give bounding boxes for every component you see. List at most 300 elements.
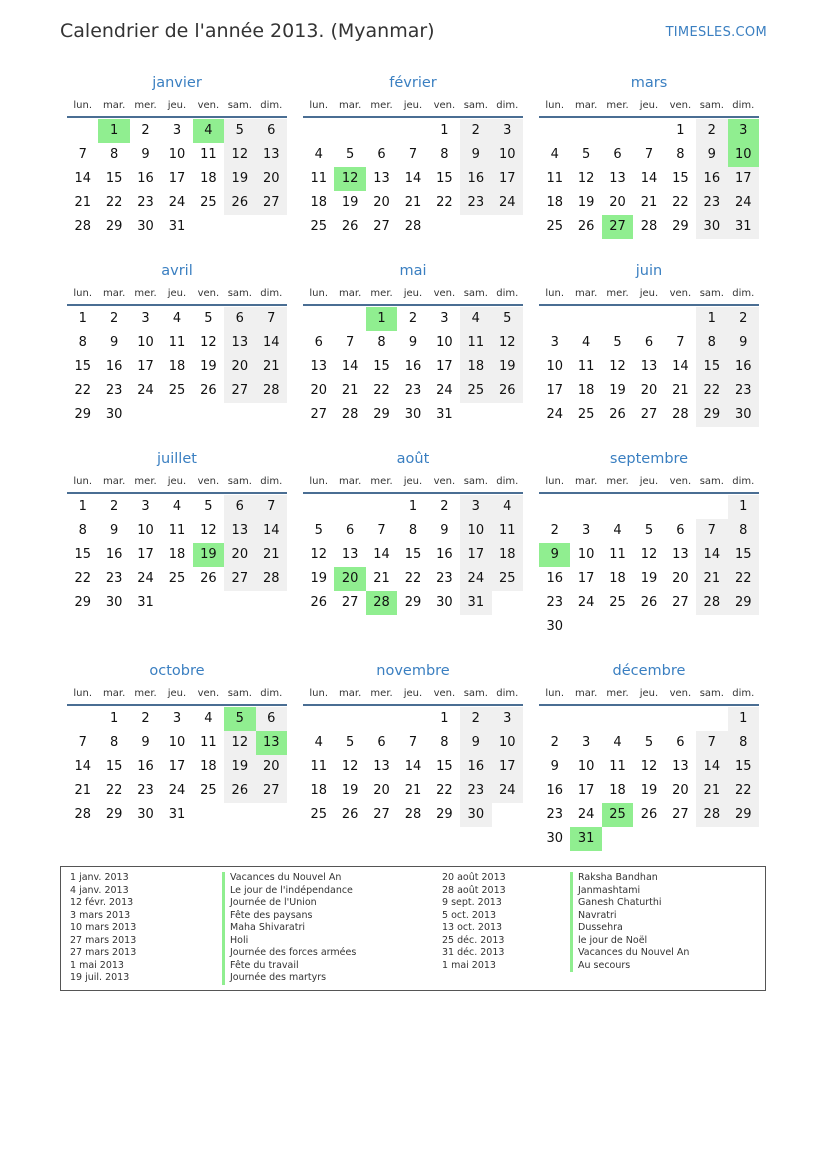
empty-cell [334, 707, 365, 731]
weekday-header [539, 470, 759, 494]
weekday-label: lun. [545, 475, 565, 487]
legend-entry: Journée de l'Union [222, 897, 356, 910]
empty-cell [334, 307, 365, 331]
weekday-label: ven. [197, 475, 220, 487]
day-cell: 9 [141, 147, 150, 162]
day-cell: 22 [105, 195, 123, 210]
day-cell: 12 [200, 523, 217, 538]
holiday-day: 19 [193, 543, 224, 567]
day-cell: 21 [373, 571, 390, 586]
day-cell: 3 [492, 119, 523, 143]
weekday-label: ven. [197, 687, 220, 699]
day-cell: 20 [224, 355, 255, 379]
weekday-label: mar. [575, 475, 598, 487]
legend-entry: Vacances du Nouvel An [222, 872, 356, 885]
day-cell: 8 [440, 735, 449, 750]
day-cell: 31 [137, 595, 154, 610]
holiday-day: 1 [366, 307, 397, 331]
empty-cell [303, 707, 334, 731]
weekday-label: jeu. [167, 99, 187, 111]
day-cell: 12 [224, 731, 255, 755]
day-cell: 15 [728, 543, 759, 567]
weekday-label: mer. [606, 287, 629, 299]
day-cell: 16 [404, 359, 422, 374]
day-cell: 17 [168, 759, 186, 774]
day-cell: 27 [341, 595, 359, 610]
day-cell: 7 [256, 307, 287, 331]
weekday-label: mar. [339, 99, 362, 111]
day-cell: 8 [109, 735, 119, 750]
day-cell: 14 [672, 359, 689, 374]
day-cell: 8 [728, 519, 759, 543]
weekday-label: lun. [309, 475, 329, 487]
day-cell: 3 [141, 499, 150, 514]
weekday-label: ven. [197, 99, 220, 111]
day-cell: 4 [314, 735, 323, 750]
day-cell: 15 [105, 171, 123, 186]
empty-cell [570, 707, 601, 731]
day-cell: 30 [137, 807, 154, 822]
day-cell: 3 [581, 735, 591, 750]
empty-cell [633, 307, 664, 331]
weekday-label: dim. [732, 687, 755, 699]
day-cell: 29 [696, 403, 727, 427]
day-cell: 18 [492, 543, 523, 567]
day-cell: 13 [640, 359, 658, 374]
weekday-label: mer. [370, 287, 393, 299]
day-cell: 2 [408, 311, 418, 326]
day-cell: 19 [609, 383, 626, 398]
day-cell: 6 [224, 307, 255, 331]
weekday-label: sam. [227, 287, 252, 299]
day-cell: 24 [168, 783, 186, 798]
day-cell: 28 [74, 807, 91, 822]
day-cell: 19 [640, 783, 658, 798]
day-cell: 11 [492, 519, 523, 543]
day-cell: 20 [373, 783, 390, 798]
day-cell: 22 [105, 783, 123, 798]
legend-entry: 9 sept. 2013 [442, 897, 502, 908]
day-cell: 25 [200, 783, 217, 798]
day-cell: 17 [168, 171, 186, 186]
day-cell: 4 [204, 711, 213, 726]
day-cell: 17 [546, 383, 563, 398]
day-cell: 8 [377, 335, 386, 350]
weekday-label: mer. [370, 687, 393, 699]
day-grid [67, 118, 287, 239]
day-grid [303, 494, 523, 615]
day-cell: 29 [728, 591, 759, 615]
day-cell: 24 [728, 191, 759, 215]
month-10 [303, 660, 523, 827]
holiday-day: 20 [334, 567, 365, 591]
legend-entry: 31 déc. 2013 [442, 947, 505, 958]
day-cell: 19 [200, 359, 217, 374]
day-cell: 29 [105, 219, 123, 234]
weekday-label: jeu. [639, 475, 659, 487]
empty-cell [334, 119, 365, 143]
day-cell: 31 [728, 215, 759, 239]
day-cell: 14 [404, 759, 422, 774]
day-cell: 24 [168, 195, 186, 210]
weekday-label: mer. [370, 99, 393, 111]
empty-cell [602, 119, 633, 143]
weekday-label: mar. [103, 475, 126, 487]
day-cell: 22 [728, 567, 759, 591]
day-cell: 15 [105, 759, 123, 774]
weekday-label: ven. [433, 287, 456, 299]
day-cell: 15 [74, 359, 91, 374]
weekday-label: dim. [496, 687, 519, 699]
day-cell: 26 [577, 219, 595, 234]
weekday-label: mar. [575, 287, 598, 299]
day-cell: 29 [672, 219, 689, 234]
day-cell: 14 [341, 359, 359, 374]
day-cell: 17 [492, 167, 523, 191]
holiday-day: 25 [602, 803, 633, 827]
weekday-label: lun. [73, 99, 93, 111]
day-cell: 13 [224, 331, 255, 355]
weekday-label: lun. [73, 475, 93, 487]
day-cell: 1 [728, 707, 759, 731]
weekday-label: sam. [463, 287, 488, 299]
day-cell: 20 [224, 543, 255, 567]
empty-cell [67, 707, 98, 731]
weekday-label: dim. [496, 99, 519, 111]
day-cell: 10 [168, 735, 186, 750]
day-cell: 7 [696, 519, 727, 543]
weekday-label: lun. [545, 687, 565, 699]
day-cell: 3 [550, 335, 559, 350]
weekday-label: sam. [227, 99, 252, 111]
day-cell: 5 [644, 523, 654, 538]
day-cell: 9 [460, 143, 491, 167]
day-cell: 28 [640, 219, 658, 234]
day-cell: 24 [492, 191, 523, 215]
weekday-label: mar. [575, 99, 598, 111]
month-11 [539, 660, 759, 851]
holiday-day: 10 [728, 143, 759, 167]
legend-entry: 1 mai 2013 [442, 959, 496, 971]
weekday-label: jeu. [403, 687, 423, 699]
day-cell: 9 [460, 731, 491, 755]
day-cell: 29 [105, 807, 123, 822]
day-cell: 3 [172, 123, 182, 138]
day-grid [67, 706, 287, 827]
day-cell: 13 [310, 359, 327, 374]
day-cell: 17 [577, 783, 595, 798]
day-cell: 28 [74, 219, 91, 234]
day-cell: 27 [672, 595, 689, 610]
day-cell: 14 [404, 171, 422, 186]
weekday-header [67, 282, 287, 306]
day-cell: 27 [256, 191, 287, 215]
weekday-label: mar. [575, 687, 598, 699]
day-cell: 25 [492, 567, 523, 591]
day-cell: 21 [640, 195, 658, 210]
day-cell: 11 [609, 759, 626, 774]
day-grid [539, 118, 759, 239]
legend-entry: 1 janv. 2013 [70, 872, 129, 883]
day-cell: 22 [373, 383, 390, 398]
month-4 [303, 260, 523, 427]
empty-cell [303, 495, 334, 519]
weekday-label: ven. [669, 687, 692, 699]
empty-cell [602, 707, 633, 731]
day-cell: 11 [310, 171, 327, 186]
day-grid [539, 306, 759, 427]
weekday-label: sam. [463, 687, 488, 699]
day-cell: 1 [440, 711, 449, 726]
day-cell: 7 [676, 335, 685, 350]
day-cell: 29 [404, 595, 422, 610]
day-cell: 10 [492, 731, 523, 755]
empty-cell [334, 495, 365, 519]
day-cell: 6 [345, 523, 355, 538]
day-cell: 7 [256, 495, 287, 519]
day-cell: 6 [644, 335, 654, 350]
weekday-label: mar. [339, 475, 362, 487]
day-cell: 28 [696, 803, 727, 827]
weekday-header [303, 470, 523, 494]
day-cell: 8 [728, 731, 759, 755]
day-cell: 7 [345, 335, 355, 350]
weekday-label: jeu. [167, 475, 187, 487]
weekday-label: sam. [227, 475, 252, 487]
day-cell: 5 [345, 735, 355, 750]
day-cell: 5 [613, 335, 622, 350]
legend-entry: le jour de Noël [570, 935, 689, 948]
day-cell: 20 [672, 571, 689, 586]
legend-names-right [570, 872, 689, 972]
day-cell: 5 [345, 147, 355, 162]
day-cell: 20 [373, 195, 390, 210]
weekday-label: ven. [433, 475, 456, 487]
day-cell: 2 [460, 119, 491, 143]
day-cell: 9 [109, 335, 119, 350]
empty-cell [633, 119, 664, 143]
day-cell: 22 [436, 783, 453, 798]
day-cell: 7 [78, 147, 87, 162]
day-cell: 21 [256, 355, 287, 379]
day-cell: 18 [168, 359, 186, 374]
holiday-day: 13 [256, 731, 287, 755]
day-cell: 15 [373, 359, 390, 374]
weekday-label: mar. [103, 687, 126, 699]
weekday-label: mar. [103, 99, 126, 111]
legend-dates-right [442, 872, 506, 972]
month-9 [67, 660, 287, 827]
day-cell: 14 [256, 519, 287, 543]
day-cell: 10 [436, 335, 453, 350]
day-cell: 4 [492, 495, 523, 519]
day-cell: 13 [373, 759, 390, 774]
weekday-label: ven. [197, 287, 220, 299]
day-cell: 14 [74, 759, 91, 774]
day-cell: 5 [224, 119, 255, 143]
day-cell: 9 [550, 759, 559, 774]
day-cell: 14 [696, 755, 727, 779]
holiday-day: 4 [193, 119, 224, 143]
day-cell: 25 [310, 219, 327, 234]
day-cell: 2 [728, 307, 759, 331]
weekday-label: mer. [134, 475, 157, 487]
day-cell: 20 [310, 383, 327, 398]
day-cell: 1 [78, 499, 87, 514]
day-cell: 19 [341, 195, 359, 210]
weekday-label: sam. [699, 687, 724, 699]
day-cell: 29 [436, 807, 453, 822]
day-cell: 20 [256, 167, 287, 191]
day-cell: 31 [436, 407, 453, 422]
day-cell: 20 [640, 383, 658, 398]
day-cell: 1 [408, 499, 418, 514]
day-cell: 8 [109, 147, 119, 162]
legend-entry: Fête du travail [222, 960, 356, 973]
empty-cell [397, 707, 428, 731]
day-cell: 10 [577, 759, 595, 774]
day-cell: 16 [137, 759, 154, 774]
legend-entry: Dussehra [570, 922, 689, 935]
day-cell: 23 [696, 191, 727, 215]
weekday-label: lun. [545, 287, 565, 299]
day-cell: 2 [550, 523, 559, 538]
day-cell: 18 [577, 383, 595, 398]
day-cell: 25 [460, 379, 491, 403]
day-cell: 25 [546, 219, 563, 234]
day-cell: 27 [224, 567, 255, 591]
weekday-label: jeu. [639, 287, 659, 299]
day-cell: 17 [137, 359, 154, 374]
day-cell: 3 [581, 523, 591, 538]
weekday-label: dim. [732, 475, 755, 487]
day-cell: 10 [460, 519, 491, 543]
day-cell: 30 [105, 407, 123, 422]
legend-entry: 27 mars 2013 [70, 947, 137, 958]
day-cell: 18 [310, 783, 327, 798]
day-cell: 19 [224, 755, 255, 779]
day-cell: 28 [404, 807, 422, 822]
day-cell: 18 [609, 571, 626, 586]
day-cell: 16 [696, 167, 727, 191]
day-cell: 24 [137, 571, 154, 586]
holiday-day: 12 [334, 167, 365, 191]
day-cell: 7 [696, 731, 727, 755]
day-cell: 9 [696, 143, 727, 167]
weekday-label: mer. [134, 287, 157, 299]
legend-entry: 3 mars 2013 [70, 909, 131, 921]
day-cell: 23 [404, 383, 422, 398]
empty-cell [602, 495, 633, 519]
day-cell: 22 [74, 383, 91, 398]
holiday-legend [60, 866, 766, 991]
day-cell: 16 [137, 171, 154, 186]
legend-entry: 28 août 2013 [442, 884, 506, 896]
day-cell: 19 [341, 783, 359, 798]
legend-entry: 19 juil. 2013 [70, 972, 130, 983]
day-cell: 30 [137, 219, 154, 234]
day-cell: 2 [696, 119, 727, 143]
empty-cell [366, 495, 397, 519]
day-cell: 15 [74, 547, 91, 562]
day-cell: 4 [172, 311, 182, 326]
day-cell: 24 [546, 407, 563, 422]
day-cell: 9 [728, 331, 759, 355]
day-cell: 3 [492, 707, 523, 731]
day-cell: 26 [640, 807, 658, 822]
day-cell: 3 [460, 495, 491, 519]
day-cell: 2 [109, 311, 119, 326]
day-cell: 25 [310, 807, 327, 822]
day-cell: 23 [460, 191, 491, 215]
weekday-label: dim. [732, 99, 755, 111]
day-cell: 5 [314, 523, 323, 538]
day-cell: 19 [224, 167, 255, 191]
day-cell: 22 [436, 195, 453, 210]
legend-entry: 25 déc. 2013 [442, 934, 505, 946]
empty-cell [633, 495, 664, 519]
day-cell: 27 [224, 379, 255, 403]
day-cell: 7 [644, 147, 654, 162]
empty-cell [539, 119, 570, 143]
day-cell: 23 [460, 779, 491, 803]
weekday-label: mer. [134, 687, 157, 699]
holiday-day: 28 [366, 591, 397, 615]
weekday-label: ven. [433, 99, 456, 111]
month-1 [303, 72, 523, 239]
weekday-label: jeu. [403, 99, 423, 111]
day-cell: 6 [224, 495, 255, 519]
weekday-label: lun. [309, 99, 329, 111]
page-title: Calendrier de l'année 2013. (Myanmar) [60, 20, 435, 42]
month-name: septembre [609, 451, 689, 467]
day-cell: 3 [172, 711, 182, 726]
legend-entry: Navratri [570, 910, 689, 923]
empty-cell [303, 119, 334, 143]
day-cell: 16 [460, 167, 491, 191]
day-cell: 21 [404, 783, 422, 798]
day-cell: 28 [404, 219, 422, 234]
empty-cell [696, 495, 727, 519]
day-cell: 30 [546, 831, 563, 846]
empty-cell [696, 707, 727, 731]
day-cell: 6 [676, 735, 685, 750]
weekday-label: sam. [227, 687, 252, 699]
day-cell: 9 [141, 735, 150, 750]
weekday-label: ven. [669, 475, 692, 487]
weekday-label: jeu. [639, 687, 659, 699]
weekday-label: mar. [339, 687, 362, 699]
day-cell: 12 [200, 335, 217, 350]
brand-link[interactable]: TIMESLES.COM [665, 25, 767, 40]
day-cell: 2 [141, 123, 150, 138]
weekday-label: lun. [309, 687, 329, 699]
legend-entry: Janmashtami [570, 885, 689, 898]
day-cell: 11 [546, 171, 563, 186]
month-0 [67, 72, 287, 239]
month-name: avril [161, 263, 193, 279]
day-cell: 3 [440, 311, 449, 326]
holiday-day: 5 [224, 707, 255, 731]
day-cell: 10 [546, 359, 563, 374]
empty-cell [633, 707, 664, 731]
weekday-label: mer. [370, 475, 393, 487]
day-cell: 25 [200, 195, 217, 210]
legend-entry: 20 août 2013 [442, 872, 506, 883]
day-cell: 13 [373, 171, 390, 186]
day-cell: 18 [609, 783, 626, 798]
weekday-label: lun. [545, 99, 565, 111]
